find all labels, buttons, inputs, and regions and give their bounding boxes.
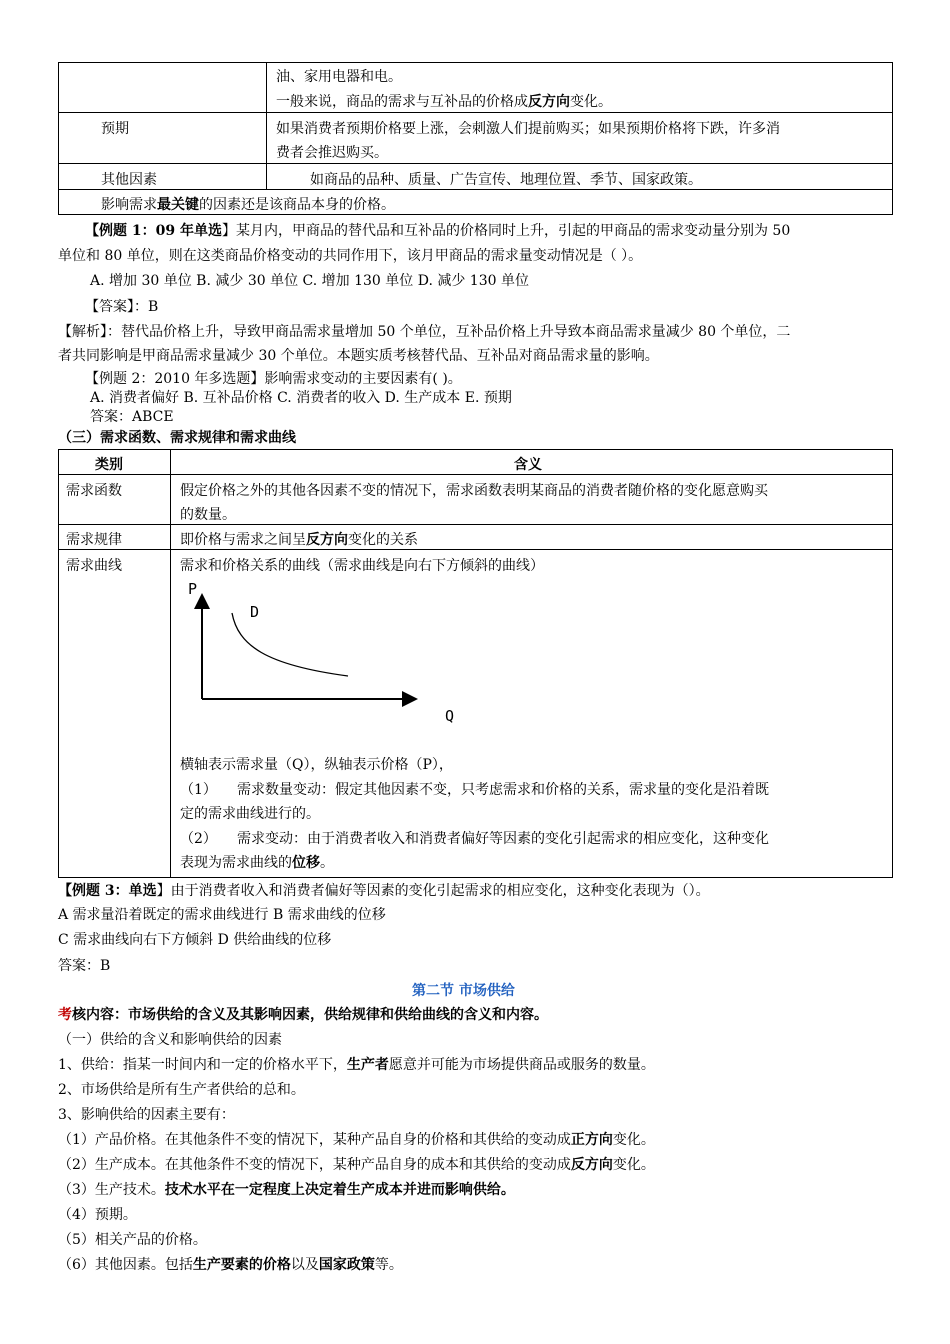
row-label-demand-curve: 需求曲线: [66, 558, 122, 574]
example3-option-a: A 需求量沿着既定的需求曲线进行 B 需求曲线的位移: [58, 907, 386, 923]
factor-3: （3）生产技术。技术水平在一定程度上决定着生产成本并进而影响供给。: [58, 1182, 515, 1198]
note2-text: 需求变动：由于消费者收入和消费者偏好等因素的变化引起需求的相应变化，这种变化: [237, 831, 769, 847]
note1-text: 需求数量变动：假定其他因素不变，只考虑需求和价格的关系，需求量的变化是沿着既: [237, 782, 769, 798]
example3-option-c: C 需求曲线向右下方倾斜 D 供给曲线的位移: [58, 932, 332, 948]
example2-options: A. 消费者偏好 B. 互补品价格 C. 消费者的收入 D. 生产成本 E. 预期: [90, 390, 512, 406]
table-border: [892, 449, 893, 878]
table-border: [58, 189, 893, 190]
table-border: [58, 62, 893, 63]
factor-6: （6）其他因素。包括生产要素的价格以及国家政策等。: [58, 1257, 403, 1273]
table-border: [892, 62, 893, 215]
table-cell: 影响需求最关键的因素还是该商品本身的价格。: [101, 197, 395, 213]
table-border: [58, 163, 893, 164]
example1-answer: 【答案】：B: [85, 299, 159, 315]
example2-answer: 答案：ABCE: [90, 409, 174, 425]
table-cell: 如果消费者预期价格要上涨，会刺激人们提前购买；如果预期价格将下跌，许多消: [276, 121, 780, 137]
section3-title: （三）需求函数、需求规律和需求曲线: [58, 430, 296, 446]
table-border: [58, 524, 893, 525]
table-border: [58, 877, 893, 878]
note1-label: （1）: [180, 782, 217, 798]
table-border: [58, 62, 59, 215]
row-label-expectation: 预期: [101, 121, 129, 137]
row-label-demand-function: 需求函数: [66, 483, 122, 499]
header-meaning: 含义: [514, 457, 542, 473]
table-cell: 的数量。: [180, 507, 236, 523]
factor-2: （2）生产成本。在其他条件不变的情况下，某种产品自身的成本和其供给的变动成反方向变化。: [58, 1157, 655, 1173]
table-cell: 需求和价格关系的曲线（需求曲线是向右下方倾斜的曲线）: [180, 558, 544, 574]
table-border: [58, 549, 893, 550]
table-border: [266, 62, 267, 190]
para-3: 3、影响供给的因素主要有：: [58, 1107, 235, 1123]
table-border: [170, 449, 171, 878]
factor-1: （1）产品价格。在其他条件不变的情况下，某种产品自身的价格和其供给的变动成正方向变化。: [58, 1132, 655, 1148]
table-cell: 即价格与需求之间呈反方向变化的关系: [180, 532, 418, 548]
para-1: 1、供给：指某一时间内和一定的价格水平下，生产者愿意并可能为市场提供商品或服务的数量。: [58, 1057, 655, 1073]
exam-content: 考核内容：市场供给的含义及其影响因素，供给规律和供给曲线的含义和内容。: [58, 1007, 548, 1023]
table-cell: 一般来说，商品的需求与互补品的价格成反方向变化。: [276, 94, 612, 110]
y-axis-label: P: [188, 580, 198, 598]
axis-note: 横轴表示需求量（Q），纵轴表示价格（P），: [180, 757, 453, 773]
sub-heading: （一）供给的含义和影响供给的因素: [58, 1032, 282, 1048]
example1-line1: 【例题 1：09 年单选】某月内，甲商品的替代品和互补品的价格同时上升，引起的甲商品的需求变动量分别为 50: [85, 223, 791, 239]
row-label-demand-law: 需求规律: [66, 532, 122, 548]
example1-options: A. 增加 30 单位 B. 减少 30 单位 C. 增加 130 单位 D. 减少 130 单位: [90, 273, 529, 289]
header-category: 类别: [95, 457, 123, 473]
example3-answer: 答案：B: [58, 958, 111, 974]
table-border: [58, 474, 893, 475]
table-border: [58, 449, 893, 450]
table-border: [58, 214, 893, 215]
factor-4: （4）预期。: [58, 1207, 137, 1223]
example1-analysis: 【解析】：替代品价格上升，导致甲商品需求量增加 50 个单位，互补品价格上升导致本商品需求量减少 80 个单位，二: [58, 324, 791, 340]
note2-text: 表现为需求曲线的位移。: [180, 855, 334, 871]
example1-analysis: 者共同影响是甲商品需求量减少 30 个单位。本题实质考核替代品、互补品对商品需求量的影响。: [58, 348, 659, 364]
demand-curve-graph: [180, 575, 470, 725]
row-label-other: 其他因素: [101, 172, 157, 188]
table-border: [58, 449, 59, 878]
para-2: 2、市场供给是所有生产者供给的总和。: [58, 1082, 305, 1098]
example2-line1: 【例题 2：2010 年多选题】影响需求变动的主要因素有( )。: [85, 371, 462, 387]
table-cell: 假定价格之外的其他各因素不变的情况下，需求函数表明某商品的消费者随价格的变化愿意购买: [180, 483, 768, 499]
table-cell: 费者会推迟购买。: [276, 145, 388, 161]
table-cell: 油、家用电器和电。: [276, 69, 402, 85]
table-border: [58, 112, 893, 113]
table-cell: 如商品的品种、质量、广告宣传、地理位置、季节、国家政策。: [310, 172, 702, 188]
example3-line1: 【例题 3：单选】由于消费者收入和消费者偏好等因素的变化引起需求的相应变化，这种变化表现为（）。: [58, 883, 710, 899]
factor-5: （5）相关产品的价格。: [58, 1232, 207, 1248]
note2-label: （2）: [180, 831, 217, 847]
demand-curve: [232, 613, 348, 676]
curve-label: D: [250, 603, 260, 621]
x-axis-label: Q: [445, 707, 455, 725]
note1-text: 定的需求曲线进行的。: [180, 806, 320, 822]
section2-title: 第二节 市场供给: [412, 983, 515, 999]
example1-line2: 单位和 80 单位，则在这类商品价格变动的共同作用下，该月甲商品的需求量变动情况是（ ）。: [58, 248, 643, 264]
